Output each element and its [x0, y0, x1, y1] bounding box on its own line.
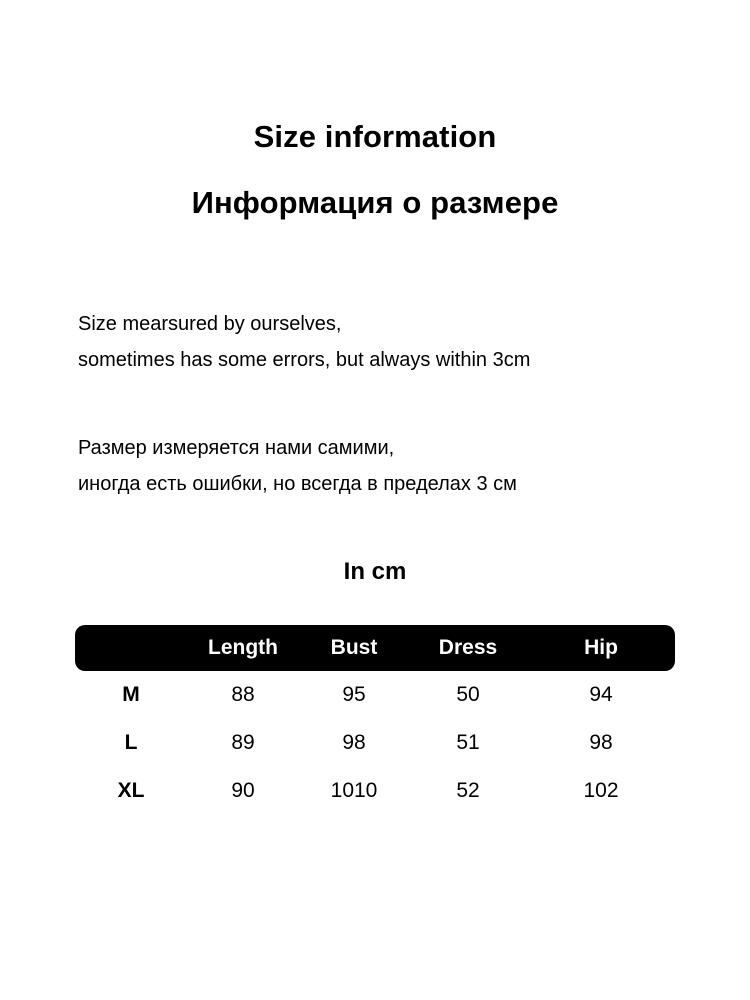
cell-hip: 94	[589, 683, 613, 706]
cell-hip: 98	[589, 731, 613, 754]
size-chart-table	[75, 625, 675, 815]
note-russian-line-2: иногда есть ошибки, но всегда в пределах 3 см	[78, 473, 517, 495]
column-header-length: Length	[208, 636, 278, 659]
cell-size: XL	[117, 779, 145, 802]
table-row	[75, 767, 675, 815]
column-header-dress: Dress	[438, 636, 498, 659]
page-title-english: Size information	[253, 119, 497, 154]
table-row	[75, 671, 675, 719]
cell-dress: 50	[456, 683, 480, 706]
cell-bust: 1010	[330, 779, 378, 802]
measurement-notes	[78, 306, 678, 502]
unit-label: In cm	[343, 558, 407, 585]
note-russian-line-1: Размер измеряется нами самими,	[78, 437, 395, 459]
note-english-line-1: Size mearsured by ourselves,	[78, 313, 342, 335]
column-header-bust: Bust	[330, 636, 378, 659]
cell-bust: 98	[342, 731, 366, 754]
cell-bust: 95	[342, 683, 366, 706]
cell-size: M	[122, 683, 140, 706]
cell-dress: 52	[456, 779, 480, 802]
page-title-block	[0, 118, 750, 222]
cell-length: 89	[231, 731, 255, 754]
table-header-row	[75, 625, 675, 671]
page-title-russian: Информация о размере	[191, 185, 559, 220]
cell-length: 88	[231, 683, 255, 706]
note-english-line-2: sometimes has some errors, but always within 3cm	[78, 349, 531, 371]
column-header-size	[75, 625, 187, 671]
cell-size: L	[124, 731, 138, 754]
column-header-hip: Hip	[584, 636, 618, 659]
table-row	[75, 719, 675, 767]
cell-length: 90	[231, 779, 255, 802]
cell-dress: 51	[456, 731, 480, 754]
cell-hip: 102	[583, 779, 619, 802]
